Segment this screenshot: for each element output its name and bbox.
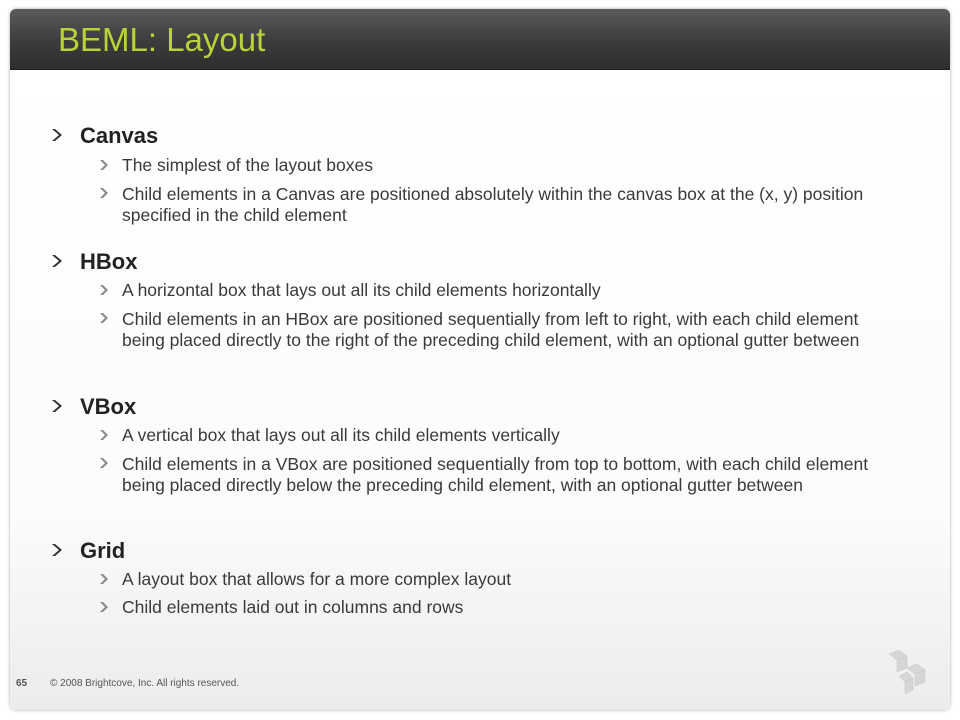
- chevron-right-icon: [98, 429, 110, 441]
- chevron-right-icon: [98, 573, 110, 585]
- chevron-right-icon: [98, 284, 110, 296]
- bullet-grid-2: Child elements laid out in columns and rows: [122, 597, 464, 617]
- chevron-right-icon: [98, 187, 110, 199]
- bullet-canvas-2: Child elements in a Canvas are positioned absolutely within the canvas box at the (x, y) position specified in the child element: [122, 184, 864, 225]
- chevron-right-icon: [98, 312, 110, 324]
- bullet-vbox-1: A vertical box that lays out all its child elements vertically: [122, 425, 560, 445]
- section-heading-hbox: HBox: [80, 249, 138, 274]
- chevron-right-icon: [50, 399, 64, 413]
- bullet-grid-1: A layout box that allows for a more complex layout: [122, 569, 512, 589]
- copyright-text: © 2008 Brightcove, Inc. All rights reserved.: [50, 678, 240, 689]
- chevron-right-icon: [50, 254, 64, 268]
- slide-title: BEML: Layout: [58, 21, 266, 58]
- chevron-right-icon: [98, 457, 110, 469]
- bullet-vbox-2: Child elements in a VBox are positioned sequentially from top to bottom, with each child element being placed directly below the preceding child element, with an optional gutter between: [122, 454, 869, 495]
- chevron-right-icon: [98, 601, 110, 613]
- section-heading-canvas: Canvas: [80, 123, 159, 148]
- bullet-canvas-1: The simplest of the layout boxes: [122, 155, 373, 175]
- chevron-right-icon: [98, 159, 110, 171]
- section-heading-grid: Grid: [80, 538, 126, 563]
- bullet-hbox-1: A horizontal box that lays out all its child elements horizontally: [122, 280, 601, 300]
- section-heading-vbox: VBox: [80, 394, 137, 419]
- bullet-hbox-2: Child elements in an HBox are positioned sequentially from left to right, with each child element being placed directly to the right of the preceding child element, with an optional gutter between: [122, 309, 860, 350]
- brightcove-logo-icon: [885, 648, 935, 696]
- page-number: 65: [16, 678, 28, 689]
- chevron-right-icon: [50, 128, 64, 142]
- chevron-right-icon: [50, 543, 64, 557]
- title-bar: [10, 9, 950, 70]
